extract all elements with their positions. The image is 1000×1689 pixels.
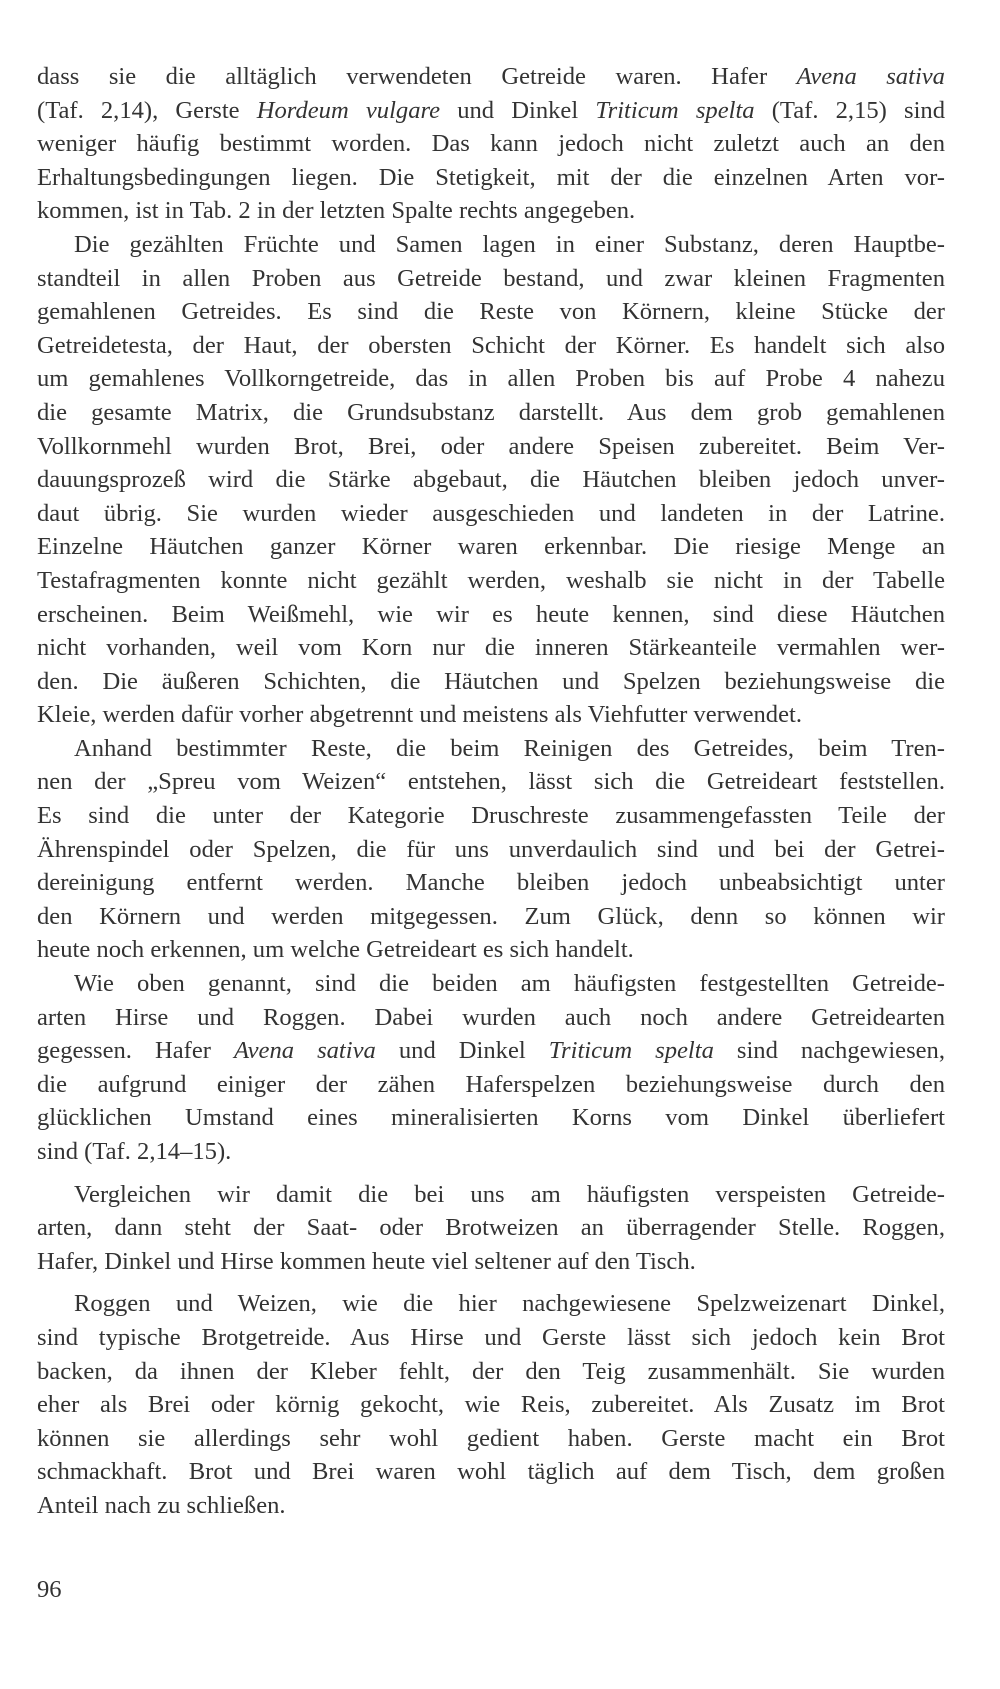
text-segment: Die gezählten Früchte und Samen lagen in einer Substanz, deren Hauptbe- <box>74 230 945 258</box>
text-segment: schmackhaft. Brot und Brei waren wohl täglich auf dem Tisch, dem großen <box>37 1458 945 1486</box>
text-segment: arten, dann steht der Saat- oder Brotweizen an überragender Stelle. Roggen, <box>37 1214 945 1242</box>
text-line <box>37 1001 945 1035</box>
text-line <box>37 530 945 564</box>
text-segment: dereinigung entfernt werden. Manche bleiben jedoch unbeabsichtigt unter <box>37 869 945 897</box>
text-line <box>37 1068 945 1102</box>
text-line <box>37 1455 945 1489</box>
text-line <box>37 1489 945 1523</box>
text-segment: um gemahlenes Vollkorngetreide, das in allen Proben bis auf Probe 4 nahezu <box>37 365 945 393</box>
text-line <box>37 564 945 598</box>
text-line <box>37 1178 945 1212</box>
text-line <box>37 1422 945 1456</box>
text-segment: Es sind die unter der Kategorie Druschreste zusammengefassten Teile der <box>37 802 945 830</box>
text-line <box>37 127 945 161</box>
text-line <box>37 833 945 867</box>
text-segment: nicht vorhanden, weil vom Korn nur die inneren Stärkeanteile vermahlen wer- <box>37 634 945 662</box>
text-segment: die aufgrund einiger der zähen Haferspelzen beziehungsweise durch den <box>37 1070 945 1098</box>
text-line <box>37 598 945 632</box>
text-segment: und Dinkel <box>440 96 596 124</box>
text-line <box>37 1287 945 1321</box>
text-line <box>37 866 945 900</box>
text-line <box>37 463 945 497</box>
text-segment: glücklichen Umstand eines mineralisierten Korns vom Dinkel überliefert <box>37 1104 945 1132</box>
text-segment: dass sie die alltäglich verwendeten Getreide waren. Hafer <box>37 63 797 90</box>
italic-term: Triticum spelta <box>548 1037 714 1065</box>
text-line <box>37 194 945 228</box>
text-line <box>37 1135 945 1169</box>
text-segment: gegessen. Hafer <box>37 1037 234 1065</box>
text-segment: daut übrig. Sie wurden wieder ausgeschieden und landeten in der Latrine. <box>37 499 945 527</box>
text-segment: dauungsprozeß wird die Stärke abgebaut, die Häutchen bleiben jedoch unver- <box>37 466 945 494</box>
text-line <box>37 732 945 766</box>
page-number: 96 <box>37 1576 62 1603</box>
italic-term: Avena sativa <box>233 1037 376 1065</box>
paragraph <box>37 60 945 228</box>
text-segment: eher als Brei oder körnig gekocht, wie Reis, zubereitet. Als Zusatz im Brot <box>37 1391 945 1419</box>
text-line <box>37 60 945 94</box>
body-text <box>37 60 945 1523</box>
text-line <box>37 900 945 934</box>
text-line <box>37 497 945 531</box>
text-segment: kommen, ist in Tab. 2 in der letzten Spalte rechts angegeben. <box>37 197 636 225</box>
text-line <box>37 631 945 665</box>
italic-term: Hordeum vulgare <box>256 96 441 124</box>
text-line <box>37 799 945 833</box>
paragraph <box>37 732 945 967</box>
text-line <box>37 1355 945 1389</box>
text-line <box>37 1211 945 1245</box>
text-segment: arten Hirse und Roggen. Dabei wurden auch noch andere Getreidearten <box>37 1003 945 1031</box>
text-segment: erscheinen. Beim Weißmehl, wie wir es heute kennen, sind diese Häutchen <box>37 600 945 628</box>
text-line <box>37 94 945 128</box>
text-line <box>37 1388 945 1422</box>
text-segment: den. Die äußeren Schichten, die Häutchen und Spelzen beziehungsweise die <box>37 667 945 695</box>
text-segment: heute noch erkennen, um welche Getreideart es sich handelt. <box>37 936 634 964</box>
text-segment: die gesamte Matrix, die Grundsubstanz darstellt. Aus dem grob gemahlenen <box>37 398 945 426</box>
text-segment: (Taf. 2,14), Gerste <box>37 96 257 124</box>
text-line <box>37 665 945 699</box>
text-segment: Anteil nach zu schließen. <box>37 1491 286 1519</box>
text-line <box>37 1034 945 1068</box>
text-line <box>37 295 945 329</box>
text-segment: Testafragmenten konnte nicht gezählt werden, weshalb sie nicht in der Tabelle <box>37 566 945 594</box>
text-segment: und Dinkel <box>375 1037 549 1065</box>
text-line <box>37 698 945 732</box>
text-segment: Einzelne Häutchen ganzer Körner waren erkennbar. Die riesige Menge an <box>37 533 945 561</box>
text-segment: Vergleichen wir damit die bei uns am häufigsten verspeisten Getreide- <box>74 1180 945 1208</box>
text-segment: sind nachgewiesen, <box>713 1037 945 1065</box>
text-line <box>37 161 945 195</box>
text-line <box>37 262 945 296</box>
text-segment: Erhaltungsbedingungen liegen. Die Stetigkeit, mit der die einzelnen Arten vor- <box>37 163 945 191</box>
text-segment: Getreidetesta, der Haut, der obersten Schicht der Körner. Es handelt sich also <box>37 331 945 359</box>
italic-term: Triticum spelta <box>595 96 755 124</box>
text-segment: Anhand bestimmter Reste, die beim Reinigen des Getreides, beim Tren- <box>74 734 945 762</box>
text-line <box>37 1321 945 1355</box>
text-segment: (Taf. 2,15) sind <box>754 96 945 124</box>
text-line <box>37 765 945 799</box>
text-segment: Ährenspindel oder Spelzen, die für uns unverdaulich sind und bei der Getrei- <box>37 835 945 863</box>
text-segment: Hafer, Dinkel und Hirse kommen heute viel seltener auf den Tisch. <box>37 1247 696 1275</box>
text-segment: Vollkornmehl wurden Brot, Brei, oder andere Speisen zubereitet. Beim Ver- <box>37 432 945 460</box>
text-segment: können sie allerdings sehr wohl gedient haben. Gerste macht ein Brot <box>37 1424 945 1452</box>
text-line <box>37 329 945 363</box>
italic-term: Avena sativa <box>796 63 945 90</box>
text-segment: sind typische Brotgetreide. Aus Hirse und Gerste lässt sich jedoch kein Brot <box>37 1323 945 1351</box>
text-segment: backen, da ihnen der Kleber fehlt, der den Teig zusammenhält. Sie wurden <box>37 1357 945 1385</box>
text-line <box>37 430 945 464</box>
paragraph <box>37 1178 945 1279</box>
text-segment: den Körnern und werden mitgegessen. Zum Glück, denn so können wir <box>37 902 945 930</box>
paragraph <box>37 228 945 732</box>
text-line <box>37 396 945 430</box>
text-segment: Wie oben genannt, sind die beiden am häufigsten festgestellten Getreide- <box>74 970 945 998</box>
text-line <box>37 228 945 262</box>
paragraph <box>37 967 945 1169</box>
text-line <box>37 967 945 1001</box>
text-segment: standteil in allen Proben aus Getreide bestand, und zwar kleinen Fragmenten <box>37 264 945 292</box>
text-segment: gemahlenen Getreides. Es sind die Reste von Körnern, kleine Stücke der <box>37 298 945 326</box>
text-line <box>37 1245 945 1279</box>
text-line <box>37 1101 945 1135</box>
text-segment: Kleie, werden dafür vorher abgetrennt und meistens als Viehfutter verwendet. <box>37 701 802 729</box>
text-segment: Roggen und Weizen, wie die hier nachgewiesene Spelzweizenart Dinkel, <box>74 1290 945 1318</box>
text-segment: nen der „Spreu vom Weizen“ entstehen, lässt sich die Getreideart feststellen. <box>37 768 945 796</box>
paragraph <box>37 1287 945 1522</box>
text-segment: weniger häufig bestimmt worden. Das kann jedoch nicht zuletzt auch an den <box>37 130 945 158</box>
text-line <box>37 933 945 967</box>
text-segment: sind (Taf. 2,14–15). <box>37 1138 232 1165</box>
text-line <box>37 362 945 396</box>
